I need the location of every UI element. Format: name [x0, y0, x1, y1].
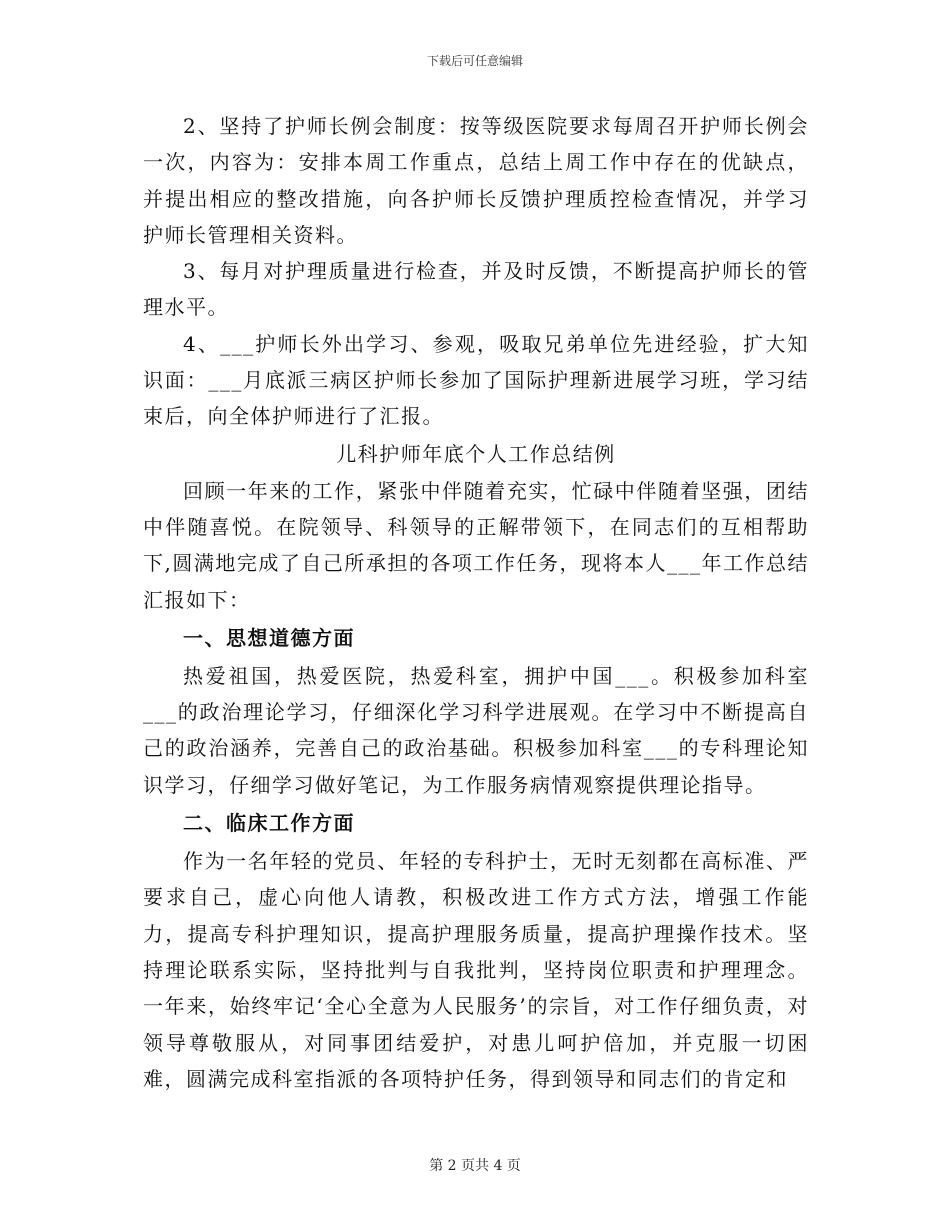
section-heading-ideology: 一、思想道德方面: [183, 625, 355, 650]
paragraph-item-4: 4、___护师长外出学习、参观，吸取兄弟单位先进经验，扩大知识面：___月底派三病区护师长参加了国际护理新进展学习班，学习结束后，向全体护师进行了汇报。: [143, 331, 809, 429]
paragraph-item-2: 2、坚持了护师长例会制度：按等级医院要求每周召开护师长例会一次，内容为：安排本周工作重点，总结上周工作中存在的优缺点，并提出相应的整改措施，向各护师长反馈护理质控检查情况，并学习护师长管理相关资料。: [143, 114, 809, 247]
paragraph-ideology: 热爱祖国，热爱医院，热爱科室，拥护中国___。积极参加科室___的政治理论学习，仔细深化学习科学进展观。在学习中不断提高自己的政治涵养，完善自己的政治基础。积极参加科室___的专科理论知识学习，仔细学习做好笔记，为工作服务病情观察提供理论指导。: [143, 663, 809, 797]
page-footer: 第 2 页共 4 页: [429, 1158, 521, 1174]
paragraph-clinical: 作为一名年轻的党员、年轻的专科护士，无时无刻都在高标准、严要求自己，虚心向他人请教，积极改进工作方式方法，增强工作能力，提高专科护理知识，提高护理服务质量，提高护理操作技术。坚持理论联系实际，坚持批判与自我批判，坚持岗位职责和护理理念。一年来，始终牢记‘全心全意为人民服务’的宗旨，对工作仔细负责，对领导尊敬服从，对同事团结爱护，对患儿呵护倍加，并克服一切困难，圆满完成科室指派的各项特护任务，得到领导和同志们的肯定和: [143, 849, 809, 1091]
paragraph-intro: 回顾一年来的工作，紧张中伴随着充实，忙碌中伴随着坚强，团结中伴随喜悦。在院领导、科领导的正解带领下，在同志们的互相帮助下,圆满地完成了自己所承担的各项工作任务，现将本人___年工作总结汇报如下：: [143, 478, 809, 612]
section-heading-clinical: 二、临床工作方面: [183, 811, 355, 836]
document-title: 儿科护师年底个人工作总结例: [336, 441, 616, 466]
document-body: [143, 108, 809, 1097]
paragraph-item-3: 3、每月对护理质量进行检查，并及时反馈，不断提高护师长的管理水平。: [143, 259, 809, 320]
page-header: 下载后可任意编辑: [426, 54, 523, 68]
